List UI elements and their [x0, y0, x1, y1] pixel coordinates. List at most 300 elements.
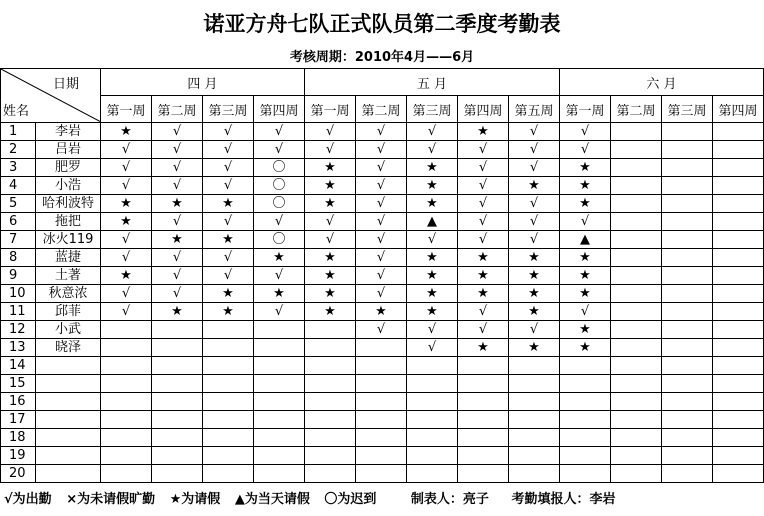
attendance-mark — [305, 375, 356, 393]
attendance-mark: ★ — [305, 267, 356, 285]
attendance-table — [0, 68, 764, 483]
attendance-mark: ★ — [407, 195, 458, 213]
attendance-mark — [203, 375, 254, 393]
attendance-mark — [662, 411, 713, 429]
attendance-mark — [509, 357, 560, 375]
attendance-mark — [611, 465, 662, 483]
attendance-mark — [509, 447, 560, 465]
corner-header-cell — [1, 69, 101, 123]
attendance-mark: √ — [458, 303, 509, 321]
attendance-mark — [203, 411, 254, 429]
attendance-mark: ★ — [305, 285, 356, 303]
member-name — [36, 357, 101, 375]
attendance-mark — [611, 249, 662, 267]
attendance-rows — [1, 123, 764, 483]
attendance-mark — [152, 411, 203, 429]
attendance-mark — [101, 375, 152, 393]
attendance-mark — [203, 339, 254, 357]
attendance-mark — [407, 357, 458, 375]
member-name: 哈利波特 — [36, 195, 101, 213]
member-name: 肥罗 — [36, 159, 101, 177]
attendance-mark — [713, 267, 764, 285]
table-row — [1, 321, 764, 339]
attendance-mark: √ — [152, 141, 203, 159]
attendance-mark: √ — [509, 321, 560, 339]
member-name — [36, 465, 101, 483]
attendance-mark: ★ — [560, 339, 611, 357]
member-name: 土著 — [36, 267, 101, 285]
attendance-mark — [509, 465, 560, 483]
week-header: 第二周 — [356, 96, 407, 123]
row-number: 12 — [1, 321, 36, 339]
row-number: 18 — [1, 429, 36, 447]
attendance-mark — [152, 375, 203, 393]
attendance-mark — [611, 303, 662, 321]
attendance-mark: ★ — [458, 339, 509, 357]
attendance-mark — [101, 321, 152, 339]
attendance-mark: √ — [356, 195, 407, 213]
attendance-mark — [254, 357, 305, 375]
attendance-mark — [611, 447, 662, 465]
attendance-mark — [101, 393, 152, 411]
table-maker: 制表人：亮子 — [410, 492, 489, 507]
attendance-mark — [713, 141, 764, 159]
attendance-mark: √ — [458, 141, 509, 159]
attendance-mark: ★ — [203, 231, 254, 249]
attendance-mark — [356, 411, 407, 429]
row-number: 16 — [1, 393, 36, 411]
row-number: 15 — [1, 375, 36, 393]
attendance-mark — [305, 357, 356, 375]
attendance-mark — [254, 465, 305, 483]
attendance-mark — [152, 339, 203, 357]
attendance-mark — [305, 465, 356, 483]
attendance-mark — [407, 375, 458, 393]
attendance-mark: √ — [509, 231, 560, 249]
attendance-mark — [101, 447, 152, 465]
member-name: 李岩 — [36, 123, 101, 141]
attendance-mark — [560, 393, 611, 411]
attendance-mark — [662, 465, 713, 483]
attendance-mark: ★ — [458, 123, 509, 141]
attendance-mark — [254, 339, 305, 357]
attendance-mark: √ — [152, 123, 203, 141]
attendance-mark — [611, 411, 662, 429]
attendance-mark — [152, 321, 203, 339]
attendance-mark: ★ — [203, 195, 254, 213]
attendance-mark — [713, 447, 764, 465]
attendance-mark: √ — [203, 177, 254, 195]
attendance-mark: ★ — [407, 267, 458, 285]
attendance-mark: √ — [356, 213, 407, 231]
attendance-mark — [305, 411, 356, 429]
attendance-mark — [611, 321, 662, 339]
table-row — [1, 411, 764, 429]
assessment-period: 考核周期：2010年4月——6月 — [289, 50, 475, 65]
attendance-mark: 〇 — [254, 195, 305, 213]
attendance-mark — [611, 267, 662, 285]
attendance-mark: ★ — [305, 159, 356, 177]
table-row — [1, 357, 764, 375]
attendance-mark: ★ — [254, 285, 305, 303]
attendance-mark: 〇 — [254, 159, 305, 177]
attendance-mark: ★ — [254, 249, 305, 267]
attendance-mark — [662, 429, 713, 447]
week-header: 第一周 — [560, 96, 611, 123]
attendance-mark — [203, 357, 254, 375]
attendance-mark — [356, 447, 407, 465]
attendance-mark: ★ — [356, 303, 407, 321]
attendance-mark: √ — [101, 231, 152, 249]
table-row — [1, 195, 764, 213]
table-row — [1, 213, 764, 231]
attendance-mark: √ — [152, 213, 203, 231]
member-name — [36, 375, 101, 393]
attendance-mark: ★ — [560, 249, 611, 267]
attendance-mark: √ — [509, 141, 560, 159]
attendance-mark — [458, 375, 509, 393]
attendance-mark: ★ — [407, 159, 458, 177]
attendance-mark — [713, 177, 764, 195]
attendance-mark: √ — [254, 123, 305, 141]
attendance-mark — [713, 357, 764, 375]
week-header: 第一周 — [305, 96, 356, 123]
attendance-mark — [713, 375, 764, 393]
attendance-mark: √ — [407, 123, 458, 141]
attendance-mark — [101, 429, 152, 447]
row-number: 19 — [1, 447, 36, 465]
attendance-mark: √ — [407, 231, 458, 249]
attendance-mark — [254, 393, 305, 411]
member-name: 吕岩 — [36, 141, 101, 159]
table-row — [1, 465, 764, 483]
attendance-mark — [662, 267, 713, 285]
attendance-mark: √ — [356, 231, 407, 249]
table-row — [1, 429, 764, 447]
attendance-mark: √ — [458, 213, 509, 231]
attendance-mark: √ — [509, 195, 560, 213]
attendance-mark — [560, 375, 611, 393]
attendance-mark: ★ — [509, 177, 560, 195]
attendance-mark — [254, 447, 305, 465]
sheet-title: 诺亚方舟七队正式队员第二季度考勤表 — [203, 11, 561, 36]
attendance-mark — [713, 285, 764, 303]
attendance-mark: ★ — [101, 123, 152, 141]
attendance-mark — [356, 339, 407, 357]
attendance-mark — [662, 285, 713, 303]
attendance-mark — [305, 339, 356, 357]
attendance-mark — [458, 411, 509, 429]
row-number: 6 — [1, 213, 36, 231]
attendance-mark: ▲ — [407, 213, 458, 231]
attendance-mark: ★ — [407, 285, 458, 303]
attendance-mark — [713, 249, 764, 267]
attendance-mark: √ — [254, 267, 305, 285]
table-row — [1, 393, 764, 411]
attendance-mark — [203, 393, 254, 411]
legend-same-day-leave: ▲为当天请假 — [234, 492, 310, 507]
attendance-mark — [662, 177, 713, 195]
attendance-mark: √ — [152, 177, 203, 195]
attendance-mark — [713, 411, 764, 429]
attendance-mark: ★ — [560, 285, 611, 303]
member-name — [36, 393, 101, 411]
attendance-mark: √ — [560, 123, 611, 141]
attendance-mark: √ — [356, 159, 407, 177]
attendance-mark: √ — [254, 303, 305, 321]
row-number: 7 — [1, 231, 36, 249]
attendance-mark — [101, 411, 152, 429]
week-header: 第二周 — [152, 96, 203, 123]
row-number: 8 — [1, 249, 36, 267]
attendance-mark: √ — [152, 267, 203, 285]
attendance-mark — [713, 159, 764, 177]
attendance-mark: 〇 — [254, 177, 305, 195]
attendance-mark — [407, 447, 458, 465]
attendance-mark — [713, 429, 764, 447]
attendance-mark — [203, 465, 254, 483]
member-name: 蓝捷 — [36, 249, 101, 267]
attendance-mark — [713, 123, 764, 141]
attendance-mark: ★ — [509, 339, 560, 357]
member-name — [36, 411, 101, 429]
attendance-mark — [662, 123, 713, 141]
attendance-mark: ★ — [458, 249, 509, 267]
attendance-mark: ★ — [560, 321, 611, 339]
attendance-mark: √ — [203, 249, 254, 267]
attendance-mark — [152, 465, 203, 483]
table-row — [1, 231, 764, 249]
row-number: 17 — [1, 411, 36, 429]
attendance-mark: ★ — [509, 267, 560, 285]
attendance-mark — [407, 411, 458, 429]
attendance-mark: ★ — [101, 195, 152, 213]
attendance-mark — [509, 393, 560, 411]
attendance-mark: ★ — [509, 303, 560, 321]
attendance-mark: √ — [560, 141, 611, 159]
attendance-mark — [305, 393, 356, 411]
attendance-mark: ★ — [458, 267, 509, 285]
attendance-mark: √ — [458, 159, 509, 177]
week-header: 第四周 — [254, 96, 305, 123]
attendance-mark — [611, 213, 662, 231]
table-row — [1, 375, 764, 393]
attendance-mark: √ — [305, 213, 356, 231]
attendance-mark: √ — [101, 303, 152, 321]
row-number: 1 — [1, 123, 36, 141]
name-label: 姓名 — [3, 104, 30, 119]
attendance-mark — [713, 339, 764, 357]
week-header: 第三周 — [662, 96, 713, 123]
attendance-mark — [662, 339, 713, 357]
member-name — [36, 429, 101, 447]
table-row — [1, 249, 764, 267]
attendance-mark — [458, 447, 509, 465]
attendance-mark: √ — [305, 141, 356, 159]
member-name — [36, 447, 101, 465]
attendance-mark: √ — [152, 285, 203, 303]
attendance-mark: √ — [101, 285, 152, 303]
member-name: 秋意浓 — [36, 285, 101, 303]
attendance-mark — [713, 321, 764, 339]
row-number: 11 — [1, 303, 36, 321]
member-name: 拖把 — [36, 213, 101, 231]
attendance-mark — [662, 195, 713, 213]
attendance-mark — [407, 465, 458, 483]
week-header: 第一周 — [101, 96, 152, 123]
attendance-mark: √ — [152, 159, 203, 177]
row-number: 13 — [1, 339, 36, 357]
member-name: 小武 — [36, 321, 101, 339]
attendance-mark — [713, 465, 764, 483]
attendance-mark — [662, 231, 713, 249]
row-number: 14 — [1, 357, 36, 375]
attendance-mark: ★ — [203, 285, 254, 303]
attendance-mark — [305, 429, 356, 447]
week-header-row — [1, 96, 764, 123]
row-number: 5 — [1, 195, 36, 213]
attendance-mark — [152, 357, 203, 375]
attendance-mark — [356, 375, 407, 393]
attendance-mark — [305, 447, 356, 465]
attendance-mark: √ — [203, 123, 254, 141]
attendance-filler: 考勤填报人：李岩 — [511, 492, 616, 507]
attendance-mark — [254, 375, 305, 393]
row-number: 20 — [1, 465, 36, 483]
table-row — [1, 339, 764, 357]
attendance-mark: ★ — [407, 249, 458, 267]
attendance-mark: ★ — [152, 195, 203, 213]
attendance-mark — [713, 231, 764, 249]
attendance-mark: √ — [203, 213, 254, 231]
attendance-mark: √ — [254, 213, 305, 231]
attendance-mark — [713, 303, 764, 321]
attendance-mark: √ — [356, 141, 407, 159]
month-header-row — [1, 69, 764, 96]
legend-late: 〇为迟到 — [324, 492, 377, 507]
attendance-mark — [254, 429, 305, 447]
attendance-mark — [662, 375, 713, 393]
attendance-mark: √ — [407, 339, 458, 357]
attendance-mark — [560, 465, 611, 483]
attendance-mark: √ — [101, 177, 152, 195]
week-header: 第三周 — [407, 96, 458, 123]
attendance-mark — [305, 321, 356, 339]
week-header: 第五周 — [509, 96, 560, 123]
legend-leave: ★为请假 — [169, 492, 221, 507]
attendance-mark — [713, 393, 764, 411]
attendance-mark: √ — [203, 159, 254, 177]
attendance-mark: √ — [203, 141, 254, 159]
table-row — [1, 141, 764, 159]
attendance-mark: √ — [305, 123, 356, 141]
attendance-mark — [611, 231, 662, 249]
attendance-mark — [662, 393, 713, 411]
row-number: 10 — [1, 285, 36, 303]
attendance-mark — [611, 393, 662, 411]
attendance-mark — [662, 213, 713, 231]
attendance-mark: √ — [509, 159, 560, 177]
attendance-mark: √ — [101, 249, 152, 267]
week-header: 第四周 — [458, 96, 509, 123]
attendance-mark: ★ — [509, 249, 560, 267]
attendance-mark: 〇 — [254, 231, 305, 249]
table-row — [1, 285, 764, 303]
week-header: 第二周 — [611, 96, 662, 123]
attendance-mark: √ — [560, 213, 611, 231]
attendance-mark — [560, 447, 611, 465]
attendance-mark — [254, 411, 305, 429]
row-number: 3 — [1, 159, 36, 177]
attendance-mark — [203, 429, 254, 447]
attendance-mark: √ — [458, 195, 509, 213]
attendance-mark: √ — [458, 177, 509, 195]
attendance-mark: ★ — [458, 285, 509, 303]
attendance-mark — [662, 321, 713, 339]
attendance-mark — [611, 285, 662, 303]
attendance-mark: √ — [152, 249, 203, 267]
attendance-mark: ★ — [152, 303, 203, 321]
attendance-mark — [611, 375, 662, 393]
attendance-mark — [509, 375, 560, 393]
attendance-mark: √ — [356, 285, 407, 303]
attendance-mark — [458, 429, 509, 447]
attendance-mark: √ — [356, 123, 407, 141]
attendance-mark: √ — [407, 321, 458, 339]
attendance-mark — [509, 429, 560, 447]
attendance-mark: ★ — [305, 177, 356, 195]
attendance-mark — [560, 411, 611, 429]
attendance-mark — [662, 249, 713, 267]
table-row — [1, 447, 764, 465]
attendance-mark: ★ — [101, 213, 152, 231]
attendance-mark — [611, 357, 662, 375]
attendance-mark: ★ — [305, 249, 356, 267]
attendance-mark: ★ — [560, 195, 611, 213]
attendance-mark — [101, 465, 152, 483]
attendance-mark — [152, 393, 203, 411]
attendance-mark: √ — [560, 303, 611, 321]
attendance-mark: √ — [203, 267, 254, 285]
legend-present: √为出勤 — [4, 492, 52, 507]
attendance-mark — [152, 429, 203, 447]
attendance-mark: ★ — [407, 303, 458, 321]
attendance-mark — [662, 141, 713, 159]
attendance-mark — [254, 321, 305, 339]
attendance-mark: √ — [407, 141, 458, 159]
attendance-mark — [356, 465, 407, 483]
month-may: 五 月 — [305, 69, 560, 96]
attendance-mark: √ — [101, 159, 152, 177]
attendance-mark: ★ — [509, 285, 560, 303]
attendance-mark: ★ — [560, 267, 611, 285]
attendance-mark — [356, 393, 407, 411]
attendance-mark — [203, 321, 254, 339]
attendance-mark: ★ — [305, 303, 356, 321]
attendance-mark — [203, 447, 254, 465]
attendance-mark: √ — [458, 321, 509, 339]
attendance-mark — [101, 339, 152, 357]
attendance-mark — [662, 447, 713, 465]
attendance-mark: ★ — [407, 177, 458, 195]
date-label: 日期 — [53, 77, 80, 92]
attendance-mark — [356, 357, 407, 375]
attendance-mark: ★ — [560, 177, 611, 195]
attendance-mark — [560, 429, 611, 447]
week-header: 第四周 — [713, 96, 764, 123]
attendance-mark: √ — [458, 231, 509, 249]
table-row — [1, 159, 764, 177]
